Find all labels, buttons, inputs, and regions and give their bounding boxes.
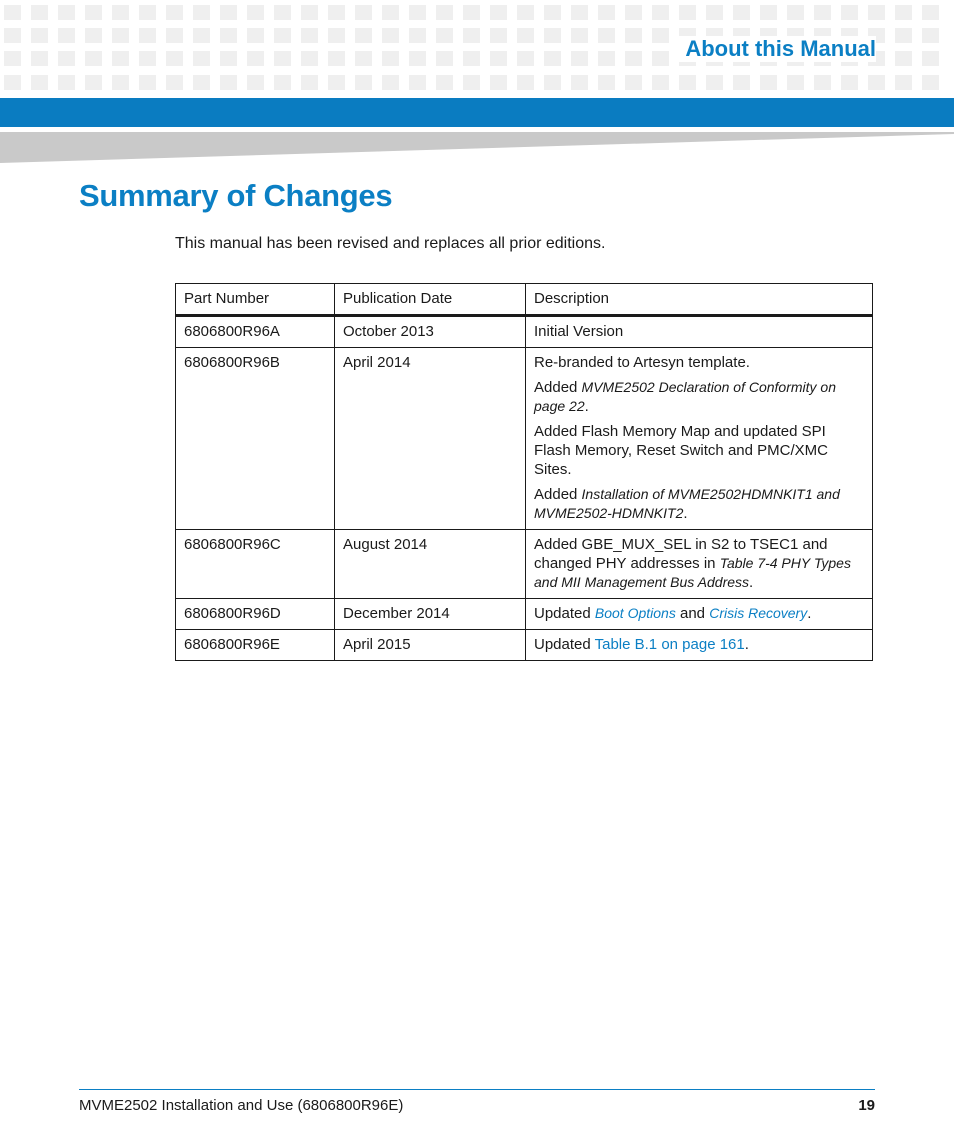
- column-header-description: Description: [526, 284, 873, 316]
- header-blue-bar: [0, 98, 954, 127]
- crisis-recovery-link[interactable]: Crisis Recovery: [709, 605, 808, 621]
- footer-document-title: MVME2502 Installation and Use (6806800R96E): [79, 1097, 404, 1114]
- column-header-publication-date: Publication Date: [335, 284, 526, 316]
- publication-date-cell: August 2014: [335, 530, 526, 599]
- table-row: [176, 316, 873, 348]
- description-cell: [526, 348, 873, 530]
- intro-text: This manual has been revised and replaces all prior editions.: [175, 235, 606, 252]
- description-cell: Added GBE_MUX_SEL in S2 to TSEC1 and changed PHY addresses in Table 7-4 PHY Types and MII Management Bus Address.: [526, 530, 873, 599]
- table-row: [176, 630, 873, 661]
- part-number-cell: 6806800R96D: [176, 599, 335, 630]
- description-line: Added Flash Memory Map and updated SPI Flash Memory, Reset Switch and PMC/XMC Sites.: [534, 423, 828, 478]
- description-line: Re-branded to Artesyn template.: [534, 354, 750, 371]
- page-number: 19: [858, 1097, 875, 1114]
- publication-date-cell: April 2014: [335, 348, 526, 530]
- publication-date-cell: October 2013: [335, 316, 526, 348]
- description-cell: Updated Boot Options and Crisis Recovery.: [526, 599, 873, 630]
- description-cell: Updated Table B.1 on page 161.: [526, 630, 873, 661]
- part-number-cell: 6806800R96C: [176, 530, 335, 599]
- part-number-cell: 6806800R96A: [176, 316, 335, 348]
- table-row: [176, 530, 873, 599]
- table-header-row: [176, 284, 873, 316]
- page-title: Summary of Changes: [79, 178, 393, 213]
- description-cell: Initial Version: [526, 316, 873, 348]
- footer-divider: [79, 1089, 875, 1090]
- document-reference: MVME2502 Declaration of Conformity on page 22: [534, 379, 836, 414]
- column-header-part-number: Part Number: [176, 284, 335, 316]
- description-line: Added MVME2502 Declaration of Conformity on page 22.: [534, 379, 836, 415]
- boot-options-link[interactable]: Boot Options: [594, 605, 676, 621]
- document-reference: Installation of MVME2502HDMNKIT1 and MVME2502-HDMNKIT2: [534, 486, 840, 521]
- publication-date-cell: December 2014: [335, 599, 526, 630]
- part-number-cell: 6806800R96E: [176, 630, 335, 661]
- document-reference: Table 7-4 PHY Types and MII Management Bus Address: [534, 555, 851, 590]
- table-b1-link[interactable]: Table B.1 on page 161: [594, 636, 745, 653]
- changes-table: [175, 283, 873, 661]
- section-header: About this Manual: [677, 36, 876, 62]
- publication-date-cell: April 2015: [335, 630, 526, 661]
- header-gray-wedge: [0, 127, 954, 163]
- description-line: Added Installation of MVME2502HDMNKIT1 and MVME2502-HDMNKIT2.: [534, 486, 840, 522]
- table-row: [176, 348, 873, 530]
- table-row: [176, 599, 873, 630]
- part-number-cell: 6806800R96B: [176, 348, 335, 530]
